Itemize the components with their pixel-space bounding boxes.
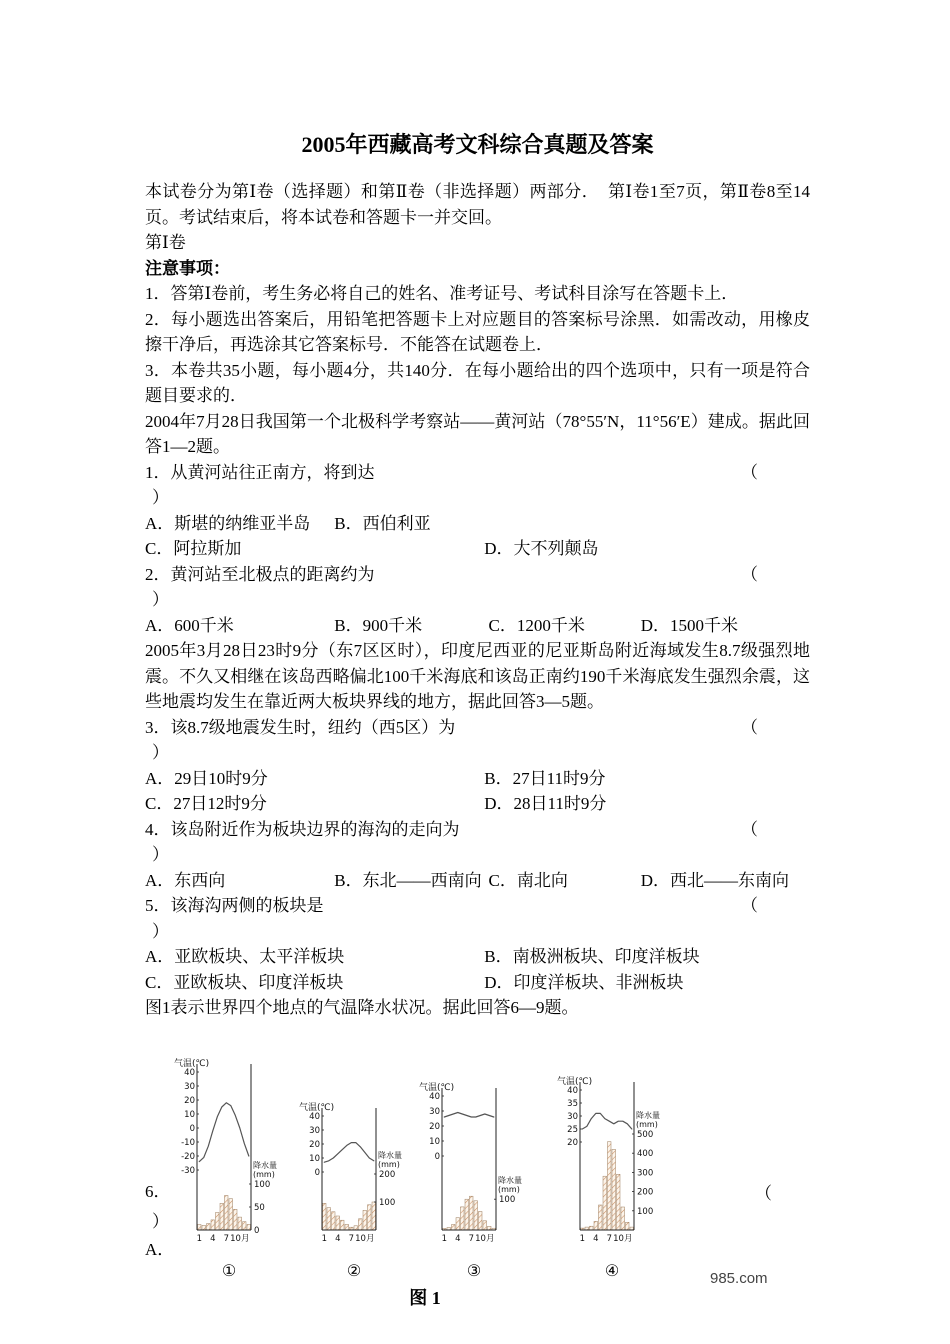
passage-quake: 2005年3月28日23时9分（东7区区时），印度尼西亚的尼亚斯岛附近海域发生8.7级强烈地震。不久又相继在该岛西略偏北100千米海底和该岛正南约190千米海底发生强烈余震，这些地震均发生在靠近两大板块界线的地方，据此回答3—5题。 <box>145 641 810 711</box>
svg-text:20: 20 <box>184 1095 195 1106</box>
climate-chart-1-plot <box>173 1056 285 1261</box>
answer-bracket-close: ） <box>152 1211 169 1231</box>
question-4-option-b: B．东北——西南向 <box>334 870 482 890</box>
answer-bracket-close: ） <box>152 845 169 864</box>
svg-text:100: 100 <box>379 1197 396 1208</box>
question-4-option-d: D．西北——东南向 <box>640 870 790 890</box>
svg-text:4: 4 <box>335 1233 341 1244</box>
question-1-stem: 1．从黄河站往正南方，将到达 <box>145 462 375 482</box>
svg-text:25: 25 <box>567 1124 578 1135</box>
watermark: 985.com <box>710 1269 768 1287</box>
question-1-options-row-2 <box>145 536 810 562</box>
answer-bracket-open: （ <box>741 819 758 839</box>
svg-text:10月: 10月 <box>475 1233 495 1244</box>
svg-text:10: 10 <box>309 1153 320 1164</box>
svg-text:(mm): (mm) <box>498 1184 520 1194</box>
svg-text:1: 1 <box>441 1233 448 1244</box>
question-3-stem: 3．该8.7级地震发生时，纽约（西5区）为 <box>145 717 456 737</box>
climate-chart-4-plot <box>556 1074 668 1261</box>
passage-figure: 图1表示世界四个地点的气温降水状况。据此回答6—9题。 <box>145 998 579 1017</box>
question-1-option-d: D．大不列颠岛 <box>484 539 599 558</box>
notice-item-1: 1．答第Ⅰ卷前，考生务必将自己的姓名、准考证号、考试科目涂写在答题卡上． <box>145 284 739 303</box>
svg-text:4: 4 <box>455 1233 461 1244</box>
svg-text:100: 100 <box>637 1206 654 1217</box>
svg-text:10月: 10月 <box>613 1233 633 1244</box>
question-5-stem-row <box>145 893 810 919</box>
svg-text:(mm): (mm) <box>378 1159 400 1169</box>
question-3-options-row-1 <box>145 766 810 792</box>
svg-text:-30: -30 <box>181 1165 195 1176</box>
svg-text:20: 20 <box>429 1121 440 1132</box>
climate-chart-1-label: ① <box>221 1262 237 1280</box>
volume-label: 第Ⅰ卷 <box>145 233 186 252</box>
svg-text:1: 1 <box>579 1233 586 1244</box>
question-4-option-a: A．东西向 <box>145 870 226 890</box>
passage-arctic: 2004年7月28日我国第一个北极科学考察站——黄河站（78°55′N，11°56′E）建成。据此回答1—2题。 <box>145 411 810 456</box>
question-4-option-c: C．南北向 <box>488 870 568 890</box>
figure-caption: 图 1 <box>409 1287 441 1308</box>
intro-paragraph: 本试卷分为第Ⅰ卷（选择题）和第Ⅱ卷（非选择题）两部分． 第Ⅰ卷1至7页，第Ⅱ卷8至14页。考试结束后，将本试卷和答题卡一并交回。 <box>145 182 810 227</box>
svg-text:(mm): (mm) <box>253 1169 275 1179</box>
svg-text:40: 40 <box>429 1091 440 1102</box>
question-2-stem: 2．黄河站至北极点的距离约为 <box>145 564 375 584</box>
svg-text:35: 35 <box>567 1098 578 1109</box>
svg-text:-10: -10 <box>181 1137 195 1148</box>
question-5-option-b: B．南极洲板块、印度洋板块 <box>484 947 700 966</box>
svg-text:0: 0 <box>189 1123 195 1134</box>
svg-text:40: 40 <box>184 1067 195 1078</box>
svg-text:10月: 10月 <box>230 1233 250 1244</box>
svg-text:100: 100 <box>254 1179 271 1190</box>
svg-text:气温(℃): 气温(℃) <box>419 1082 455 1093</box>
question-5-option-a: A．亚欧板块、太平洋板块 <box>145 947 345 966</box>
question-4-stem: 4．该岛附近作为板块边界的海沟的走向为 <box>145 819 460 839</box>
question-3-option-c: C．27日12时9分 <box>145 794 267 813</box>
page-title: 2005年西藏高考文科综合真题及答案 <box>301 132 654 157</box>
question-2-options-row <box>145 613 810 639</box>
svg-text:气温(℃): 气温(℃) <box>299 1102 335 1113</box>
answer-bracket-open: （ <box>741 564 758 584</box>
figure-1-area <box>145 1027 810 1312</box>
climate-chart-3-plot <box>418 1080 530 1261</box>
svg-text:气温(℃): 气温(℃) <box>557 1076 593 1087</box>
svg-text:20: 20 <box>309 1139 320 1150</box>
svg-text:10: 10 <box>429 1136 440 1147</box>
svg-text:10: 10 <box>184 1109 195 1120</box>
climate-charts-row <box>173 1056 668 1282</box>
svg-text:1: 1 <box>321 1233 328 1244</box>
svg-text:降水量: 降水量 <box>253 1160 277 1170</box>
svg-text:0: 0 <box>254 1225 260 1236</box>
question-3-stem-row <box>145 715 810 741</box>
svg-text:200: 200 <box>637 1187 654 1198</box>
question-1-stem-row <box>145 460 810 486</box>
svg-text:7: 7 <box>468 1233 475 1244</box>
answer-bracket-close: ） <box>152 488 169 507</box>
climate-chart-2-label: ② <box>346 1262 362 1280</box>
svg-text:气温(℃): 气温(℃) <box>174 1058 210 1069</box>
answer-bracket-open: （ <box>741 717 758 737</box>
svg-text:降水量: 降水量 <box>378 1150 402 1160</box>
svg-text:200: 200 <box>379 1169 396 1180</box>
question-2-option-c: C．1200千米 <box>488 615 585 635</box>
svg-text:30: 30 <box>309 1125 320 1136</box>
answer-bracket-close: ） <box>152 743 169 762</box>
question-1-option-a: A．斯堪的纳维亚半岛 <box>145 513 311 533</box>
question-2-option-a: A．600千米 <box>145 615 234 635</box>
climate-chart-3-label: ③ <box>466 1262 482 1280</box>
question-4-options-row <box>145 868 810 894</box>
notice-item-2: 2．每小题选出答案后，用铅笔把答题卡上对应题目的答案标号涂黑．如需改动，用橡皮擦干净后，再选涂其它答案标号．不能答在试题卷上． <box>145 309 810 354</box>
question-1-option-c: C．阿拉斯加 <box>145 539 242 558</box>
question-5-stem: 5．该海沟两侧的板块是 <box>145 896 324 915</box>
answer-bracket-close: ） <box>152 921 169 941</box>
question-1-option-b: B．西伯利亚 <box>334 513 431 533</box>
question-6-number: 6． <box>145 1181 171 1201</box>
answer-bracket-open: （ <box>755 1183 772 1203</box>
question-2-stem-row <box>145 562 810 588</box>
svg-text:7: 7 <box>348 1233 355 1244</box>
climate-chart-3 <box>418 1080 530 1282</box>
svg-text:7: 7 <box>223 1233 230 1244</box>
svg-text:降水量: 降水量 <box>636 1110 660 1120</box>
svg-text:40: 40 <box>567 1085 578 1096</box>
question-2-option-d: D．1500千米 <box>640 615 739 635</box>
svg-text:1: 1 <box>196 1233 203 1244</box>
svg-text:100: 100 <box>499 1194 516 1205</box>
answer-bracket-close: ） <box>152 590 169 609</box>
svg-text:30: 30 <box>567 1111 578 1122</box>
climate-chart-2 <box>298 1100 410 1282</box>
svg-text:50: 50 <box>254 1202 265 1213</box>
svg-text:20: 20 <box>567 1137 578 1148</box>
notice-heading: 注意事项： <box>145 258 230 278</box>
answer-bracket-open: （ <box>741 462 758 482</box>
question-5-option-c: C．亚欧板块、印度洋板块 <box>145 972 344 992</box>
question-1-options-row-1 <box>145 511 810 537</box>
svg-text:500: 500 <box>637 1129 654 1140</box>
question-3-option-b: B．27日11时9分 <box>484 768 606 788</box>
question-2-option-b: B．900千米 <box>334 615 423 635</box>
question-4-stem-row <box>145 817 810 843</box>
question-3-options-row-2 <box>145 791 810 817</box>
svg-text:0: 0 <box>314 1167 320 1178</box>
svg-text:-20: -20 <box>181 1151 195 1162</box>
svg-text:10月: 10月 <box>355 1233 375 1244</box>
question-3-option-a: A．29日10时9分 <box>145 768 268 788</box>
svg-text:(mm): (mm) <box>636 1119 658 1129</box>
svg-text:4: 4 <box>210 1233 216 1244</box>
svg-text:4: 4 <box>593 1233 599 1244</box>
svg-text:40: 40 <box>309 1111 320 1122</box>
climate-chart-4-label: ④ <box>604 1262 620 1280</box>
climate-chart-4 <box>556 1074 668 1282</box>
question-6-option-a: A． <box>145 1239 175 1259</box>
climate-chart-2-plot <box>298 1100 410 1261</box>
svg-text:降水量: 降水量 <box>498 1175 522 1185</box>
svg-text:30: 30 <box>184 1081 195 1092</box>
svg-text:400: 400 <box>637 1148 654 1159</box>
notice-item-3: 3．本卷共35小题，每小题4分，共140分．在每小题给出的四个选项中，只有一项是符合题目要求的． <box>145 360 810 405</box>
question-5-options-row-2 <box>145 970 810 996</box>
svg-text:0: 0 <box>434 1151 440 1162</box>
svg-text:7: 7 <box>606 1233 613 1244</box>
question-5-option-d: D．印度洋板块、非洲板块 <box>484 972 684 992</box>
answer-bracket-open: （ <box>741 896 758 915</box>
svg-text:300: 300 <box>637 1167 654 1178</box>
svg-text:30: 30 <box>429 1106 440 1117</box>
question-3-option-d: D．28日11时9分 <box>484 794 607 813</box>
climate-chart-1 <box>173 1056 285 1282</box>
question-5-options-row-1 <box>145 944 810 970</box>
